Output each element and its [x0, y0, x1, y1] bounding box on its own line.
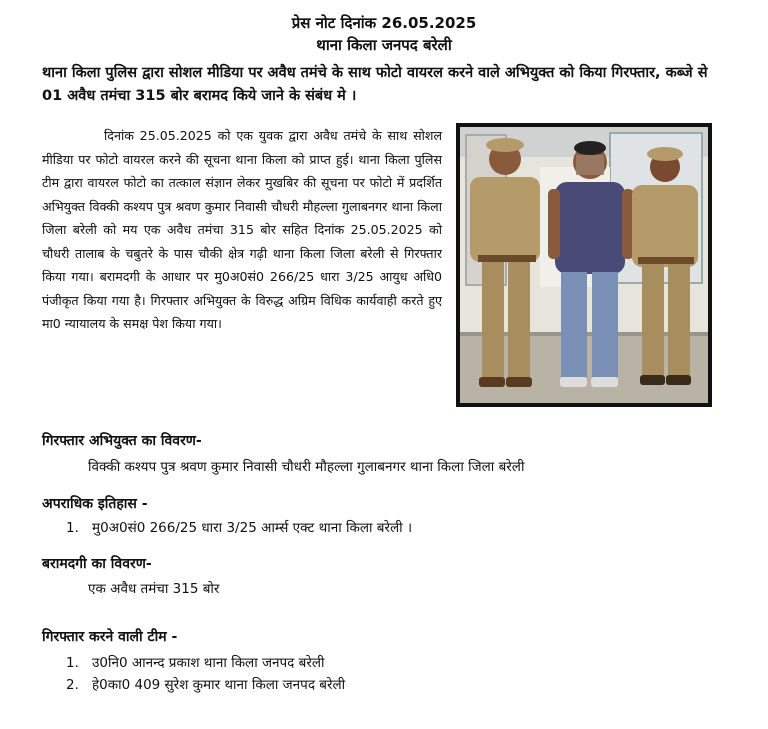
subject-heading: थाना किला पुलिस द्वारा सोशल मीडिया पर अवैध तमंचे के साथ फोटो वायरल करने वाले अभियुक्त को किया गिरफ्तार, कब्जे से 01 अवैध तमंचा 315 बोर बरामद किये जाने के संबंध मे । — [42, 65, 708, 104]
team-member-number: 2. — [66, 677, 79, 693]
team-member-text: हे0का0 409 सुरेश कुमार थाना किला जनपद बरेली — [92, 677, 346, 693]
press-note-header — [0, 12, 768, 56]
recovery-detail: एक अवैध तमंचा 315 बोर — [88, 581, 220, 597]
recovery-heading: बरामदगी का विवरण- — [42, 556, 152, 572]
team-member — [66, 675, 345, 695]
team-member — [66, 653, 325, 673]
history-item-text: मु0अ0सं0 266/25 धारा 3/25 आर्म्स एक्ट थाना किला बरेली । — [92, 520, 413, 536]
history-item — [66, 518, 412, 538]
accused-heading: गिरफ्तार अभियुक्त का विवरण- — [42, 433, 202, 449]
history-item-number: 1. — [66, 520, 79, 536]
arrest-photo — [456, 123, 712, 407]
team-member-number: 1. — [66, 655, 79, 671]
press-note-date: प्रेस नोट दिनांक 26.05.2025 — [291, 14, 477, 32]
accused-detail: विक्की कश्यप पुत्र श्रवण कुमार निवासी चौधरी मौहल्ला गुलाबनगर थाना किला जिला बरेली — [88, 459, 525, 475]
arrest-photo-illustration — [460, 127, 708, 403]
police-station-title: थाना किला जनपद बरेली — [316, 36, 452, 54]
team-member-text: उ0नि0 आनन्द प्रकाश थाना किला जनपद बरेली — [92, 655, 325, 671]
body-paragraph: दिनांक 25.05.2025 को एक युवक द्वारा अवैध तमंचे के साथ सोशल मीडिया पर फोटो वायरल करने की सूचना थाना किला को प्राप्त हुई। थाना किला पुलिस टीम द्वारा वायरल फोटो का तत्काल संज्ञान लेकर मुखबिर की सूचना पर फोटो में प्रदर्शित अभियुक्त विक्की कश्यप पुत्र श्रवण कुमार निवासी चौधरी मौहल्ला गुलाबनगर थाना किला जिला बरेली को मय एक अवैध तमंचा 315 बोर सहित दिनांक 25.05.2025 को चौधरी तालाब के चबुतरे के पास चौकी क्षेत्र गढ़ी थाना किला जिला बरेली से गिरफ्तार किया गया। बरामदगी के आधार पर मु0अ0सं0 266/25 धारा 3/25 आयुध अधि0 पंजीकृत किया गया है। गिरफ्तार अभियुक्त के विरुद्ध अग्रिम विधिक कार्यवाही करते हुए मा0 न्यायालय के समक्ष पेश किया गया। — [42, 128, 442, 331]
blurred-face — [576, 155, 604, 175]
history-heading: अपराधिक इतिहास - — [42, 496, 148, 512]
team-heading: गिरफ्तार करने वाली टीम - — [42, 629, 178, 645]
